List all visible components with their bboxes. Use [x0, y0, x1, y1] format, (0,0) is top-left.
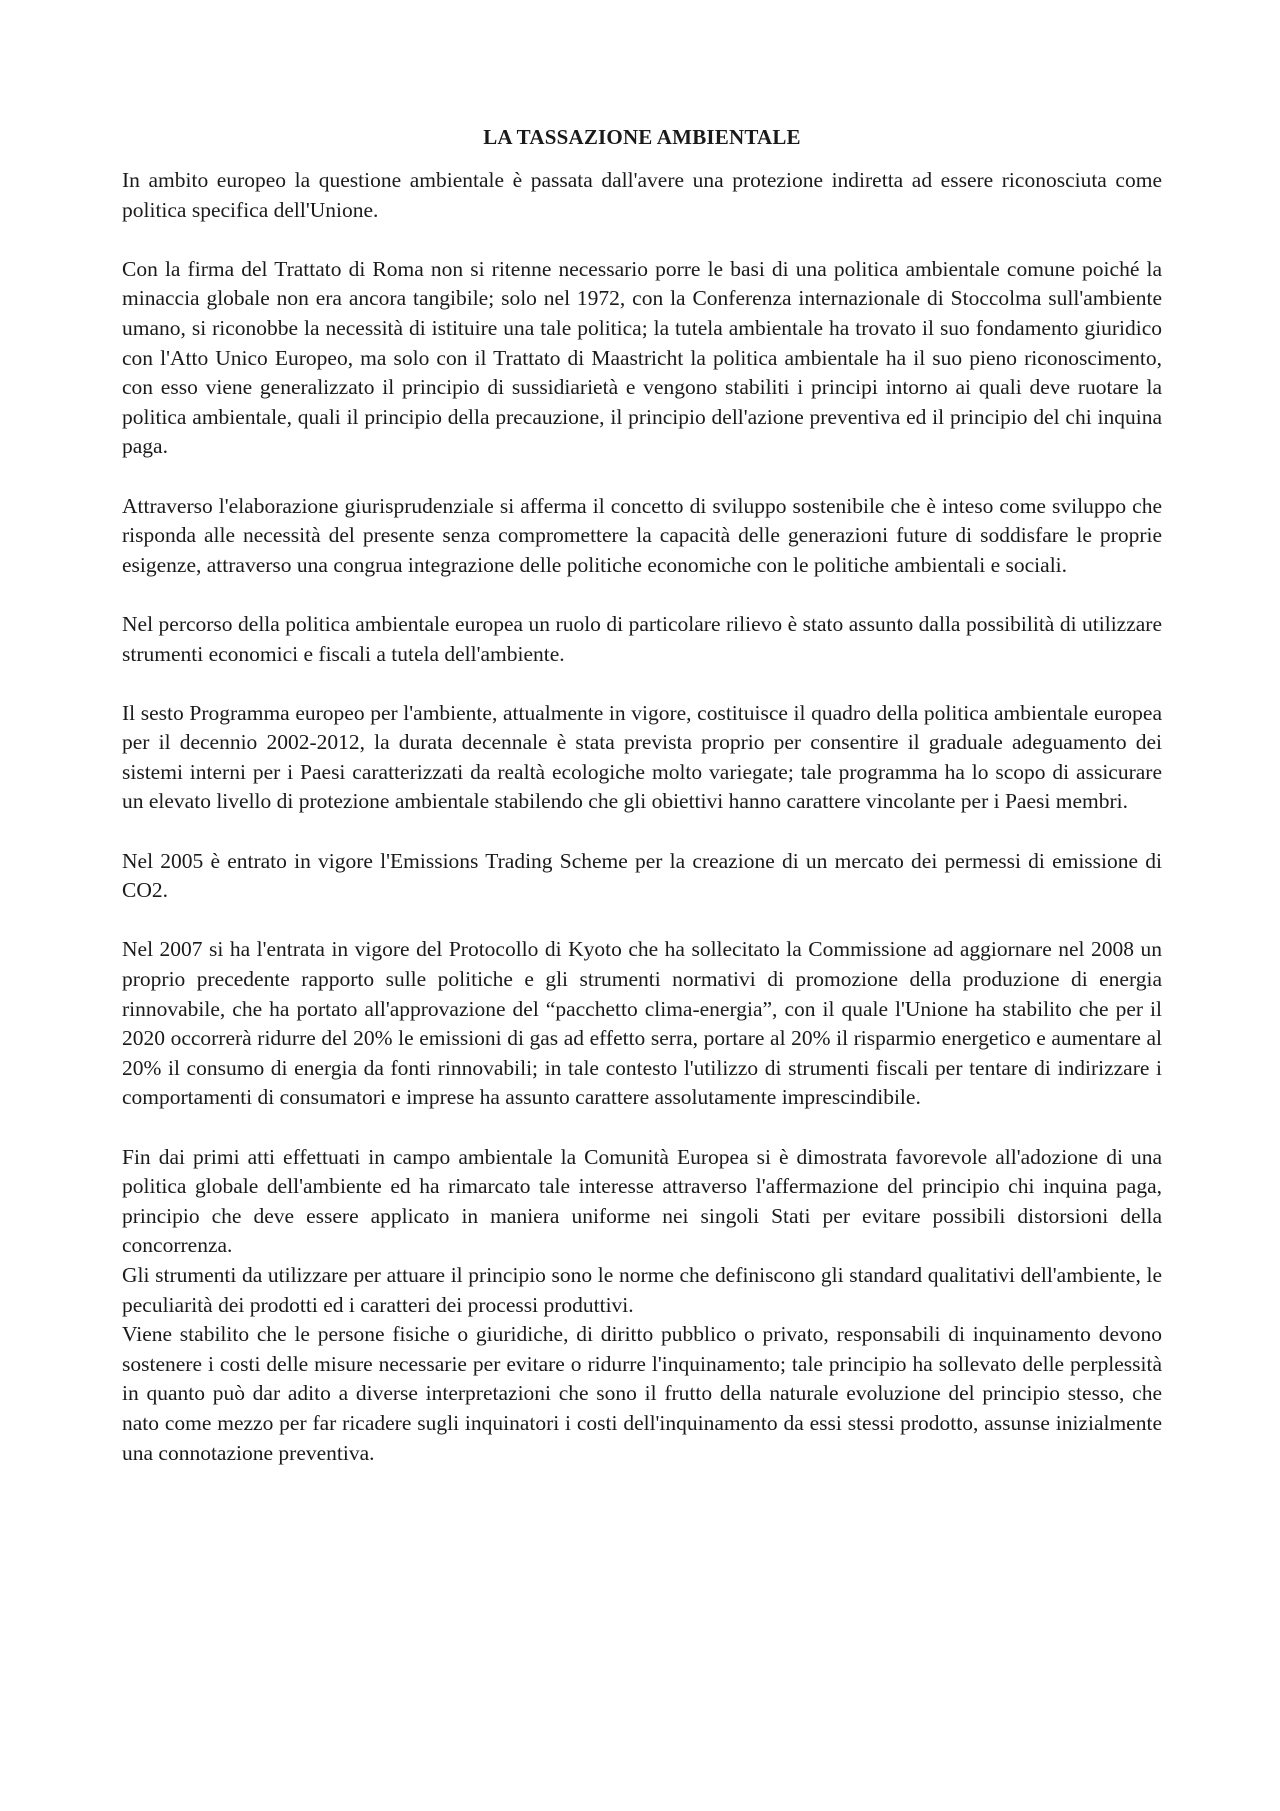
paragraph-9: Gli strumenti da utilizzare per attuare il principio sono le norme che definiscono gli standard qualitativi dell'ambiente, le peculiarità dei prodotti ed i caratteri dei processi produttivi.: [122, 1262, 1162, 1317]
paragraph-5: Il sesto Programma europeo per l'ambiente, attualmente in vigore, costituisce il quadro della politica ambientale europea per il decennio 2002-2012, la durata decennale è stata prevista proprio per consentire il graduale adeguamento dei sistemi interni per i Paesi caratterizzati da realtà ecologiche molto variegate; tale programma ha lo scopo di assicurare un elevato livello di protezione ambientale stabilendo che gli obiettivi hanno carattere vincolante per i Paesi membri.: [122, 700, 1162, 814]
document-page: [122, 122, 1162, 1468]
paragraph-4: Nel percorso della politica ambientale europea un ruolo di particolare rilievo è stato assunto dalla possibilità di utilizzare strumenti economici e fiscali a tutela dell'ambiente.: [122, 611, 1162, 666]
paragraph-1: In ambito europeo la questione ambientale è passata dall'avere una protezione indiretta ad essere riconosciuta come politica specifica dell'Unione.: [122, 168, 1162, 222]
document-title: LA TASSAZIONE AMBIENTALE: [483, 125, 801, 149]
paragraph-6: Nel 2005 è entrato in vigore l'Emissions Trading Scheme per la creazione di un mercato dei permessi di emissione di CO2.: [122, 848, 1162, 903]
paragraph-3: Attraverso l'elaborazione giurisprudenziale si afferma il concetto di sviluppo sostenibile che è inteso come sviluppo che risponda alle necessità del presente senza compromettere la capacità delle generazioni future di soddisfare le proprie esigenze, attraverso una congrua integrazione delle politiche economiche con le politiche ambientali e sociali.: [122, 493, 1162, 577]
paragraph-8: Fin dai primi atti effettuati in campo ambientale la Comunità Europea si è dimostrata favorevole all'adozione di una politica globale dell'ambiente ed ha rimarcato tale interesse attraverso l'affermazione del principio chi inquina paga, principio che deve essere applicato in maniera uniforme nei singoli Stati per evitare possibili distorsioni della concorrenza.: [122, 1144, 1162, 1258]
paragraph-2: Con la firma del Trattato di Roma non si ritenne necessario porre le basi di una politica ambientale comune poiché la minaccia globale non era ancora tangibile; solo nel 1972, con la Conferenza internazionale di Stoccolma sull'ambiente umano, si riconobbe la necessità di istituire una tale politica; la tutela ambientale ha trovato il suo fondamento giuridico con l'Atto Unico Europeo, ma solo con il Trattato di Maastricht la politica ambientale ha il suo pieno riconoscimento, con esso viene generalizzato il principio di sussidiarietà e vengono stabiliti i principi intorno ai quali deve ruotare la politica ambientale, quali il principio della precauzione, il principio dell'azione preventiva ed il principio del chi inquina paga.: [122, 256, 1162, 459]
paragraph-10: Viene stabilito che le persone fisiche o giuridiche, di diritto pubblico o privato, responsabili di inquinamento devono sostenere i costi delle misure necessarie per evitare o ridurre l'inquinamento; tale principio ha sollevato delle perplessità in quanto può dar adito a diverse interpretazioni che sono il frutto della naturale evoluzione del principio stesso, che nato come mezzo per far ricadere sugli inquinatori i costi dell'inquinamento da essi stessi prodotto, assunse inizialmente una connotazione preventiva.: [122, 1322, 1162, 1465]
paragraph-7: Nel 2007 si ha l'entrata in vigore del Protocollo di Kyoto che ha sollecitato la Commissione ad aggiornare nel 2008 un proprio precedente rapporto sulle politiche e gli strumenti normativi di promozione della produzione di energia rinnovabile, che ha portato all'approvazione del “pacchetto clima-energia”, con il quale l'Unione ha stabilito che per il 2020 occorrerà ridurre del 20% le emissioni di gas ad effetto serra, portare al 20% il risparmio energetico e aumentare al 20% il consumo di energia da fonti rinnovabili; in tale contesto l'utilizzo di strumenti fiscali per tentare di indirizzare i comportamenti di consumatori e imprese ha assunto carattere assolutamente imprescindibile.: [122, 937, 1162, 1110]
